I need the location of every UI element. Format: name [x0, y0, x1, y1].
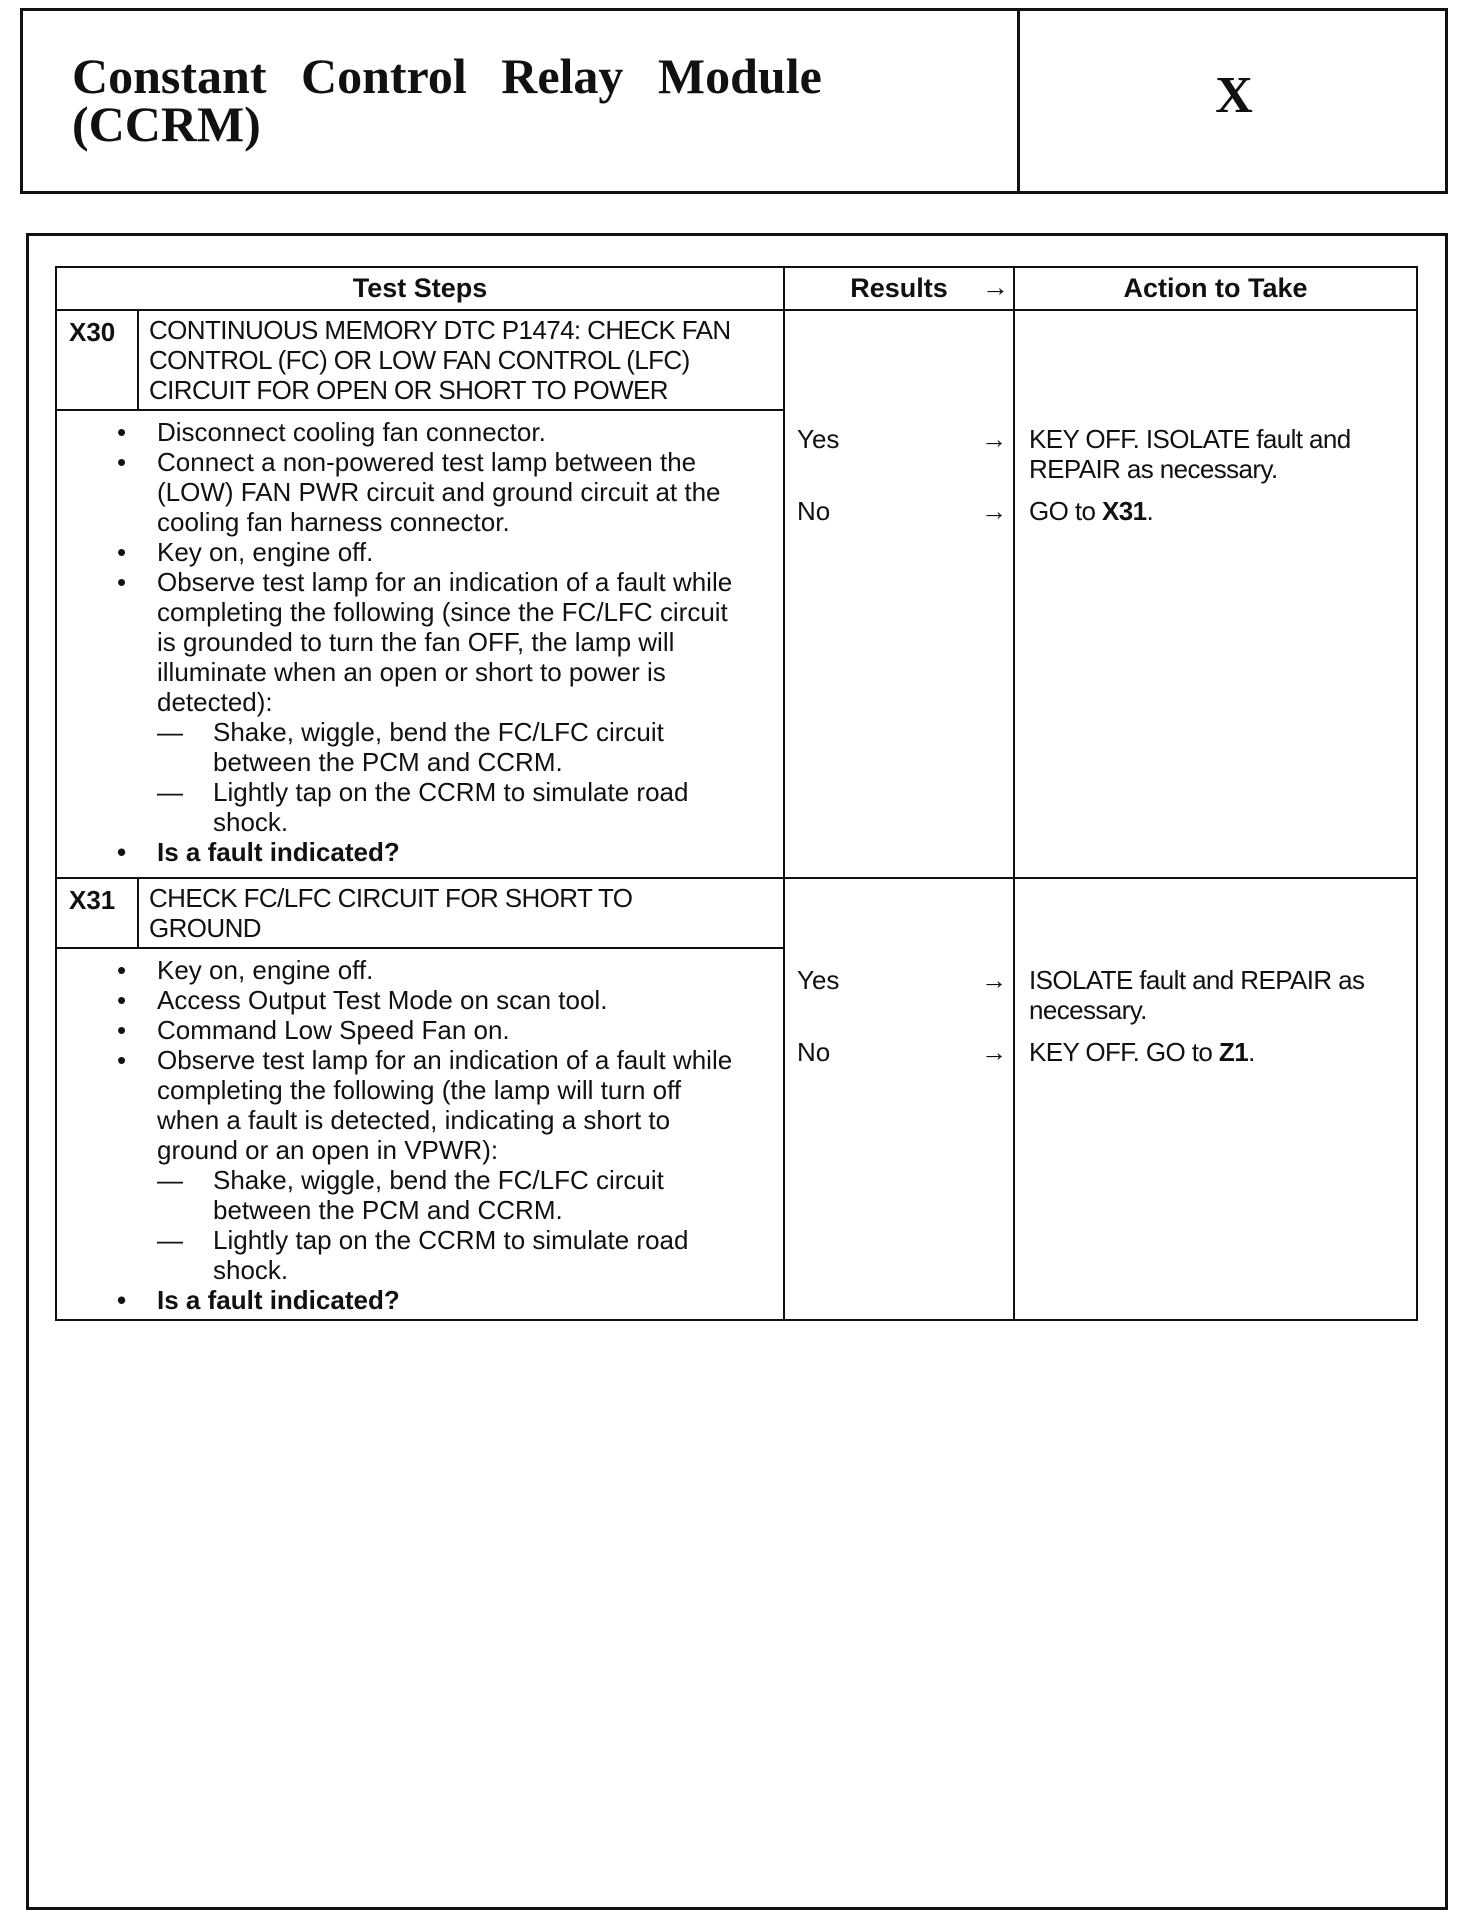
step-bullet — [157, 567, 773, 837]
step-title-line: CONTROL (FC) OR LOW FAN CONTROL (LFC) — [149, 345, 690, 375]
action-ref-link: X31 — [1101, 496, 1147, 526]
action-no — [1029, 496, 1396, 526]
step-id: X31 — [57, 879, 139, 947]
step-title — [139, 879, 783, 947]
action-suffix: . — [1248, 1037, 1255, 1067]
step-sub-bullet: — Shake, wiggle, bend the FC/LFC circuit between the PCM and CCRM. — [213, 1165, 733, 1225]
step-question: • Is a fault indicated? — [157, 1285, 773, 1315]
action-cell-x31 — [1014, 878, 1417, 1320]
action-yes: KEY OFF. ISOLATE fault and REPAIR as necessary. — [1029, 424, 1351, 484]
step-title-line: GROUND — [149, 913, 261, 943]
page-title-line-1: Constant Control Relay Module — [72, 48, 822, 104]
step-title — [139, 311, 783, 409]
results-cell-x31 — [784, 878, 1014, 1320]
page-title — [72, 48, 972, 152]
step-bullet-text: Observe test lamp for an indication of a fault while completing the following (the lamp will turn off when a fault is detected, indicating a short to ground or an open in VPWR): — [157, 1045, 733, 1165]
step-bullet: • Access Output Test Mode on scan tool. — [157, 985, 773, 1015]
column-header-test-steps: Test Steps — [56, 267, 784, 310]
step-body — [57, 949, 783, 1319]
step-header — [57, 311, 783, 411]
step-bullet: • Command Low Speed Fan on. — [157, 1015, 773, 1045]
results-cell-x30 — [784, 310, 1014, 878]
step-bullet: • Key on, engine off. — [157, 955, 773, 985]
table-header-row — [56, 267, 1417, 310]
step-id: X30 — [57, 311, 139, 409]
action-ref-link: Z1 — [1218, 1037, 1249, 1067]
action-yes: ISOLATE fault and REPAIR as necessary. — [1029, 965, 1365, 1025]
test-steps-table — [55, 266, 1418, 1321]
action-cell-x30 — [1014, 310, 1417, 878]
result-yes — [797, 965, 1007, 995]
step-body — [57, 411, 783, 871]
column-header-action: Action to Take — [1014, 267, 1417, 310]
step-sub-bullet: — Shake, wiggle, bend the FC/LFC circuit between the PCM and CCRM. — [213, 717, 733, 777]
step-cell-x30 — [56, 310, 784, 878]
result-label: Yes — [797, 965, 840, 995]
action-no — [1029, 1037, 1396, 1067]
arrow-icon: → — [981, 965, 1007, 995]
step-cell-x31 — [56, 878, 784, 1320]
step-bullet: • Connect a non-powered test lamp between the (LOW) FAN PWR circuit and ground circuit at the cooling fan harness connector. — [157, 447, 773, 537]
arrow-icon: → — [981, 496, 1007, 526]
step-title-line: CIRCUIT FOR OPEN OR SHORT TO POWER — [149, 375, 668, 405]
column-header-results — [784, 267, 1014, 310]
action-suffix: . — [1146, 496, 1154, 526]
step-header — [57, 879, 783, 949]
step-bullet — [157, 1045, 773, 1285]
column-header-results-label: Results — [850, 273, 948, 303]
section-letter: X — [1215, 67, 1253, 124]
step-sub-bullet: — Lightly tap on the CCRM to simulate road shock. — [213, 1225, 733, 1285]
result-label: No — [797, 1037, 831, 1067]
step-title-line: CHECK FC/LFC CIRCUIT FOR SHORT TO — [149, 883, 633, 913]
arrow-icon: → — [982, 272, 1009, 302]
step-bullet-text: Observe test lamp for an indication of a fault while completing the following (since the FC/LFC circuit is grounded to turn the fan OFF, the lamp will illuminate when an open or short to power is detected): — [157, 567, 733, 717]
step-bullet: • Disconnect cooling fan connector. — [157, 417, 773, 447]
result-label: No — [797, 496, 831, 526]
arrow-icon: → — [981, 1037, 1007, 1067]
table-row — [56, 310, 1417, 878]
result-yes — [797, 424, 1007, 454]
result-no — [797, 496, 1007, 526]
table-row — [56, 878, 1417, 1320]
action-text: KEY OFF. GO to — [1029, 1037, 1213, 1067]
step-title-line: CONTINUOUS MEMORY DTC P1474: CHECK FAN — [149, 315, 731, 345]
page-title-line-2: (CCRM) — [72, 96, 261, 152]
result-label: Yes — [797, 424, 840, 454]
step-bullet: • Key on, engine off. — [157, 537, 773, 567]
result-no — [797, 1037, 1007, 1067]
arrow-icon: → — [981, 424, 1007, 454]
action-text: GO to — [1029, 496, 1096, 526]
step-question: • Is a fault indicated? — [157, 837, 773, 867]
step-sub-bullet: — Lightly tap on the CCRM to simulate road shock. — [213, 777, 733, 837]
